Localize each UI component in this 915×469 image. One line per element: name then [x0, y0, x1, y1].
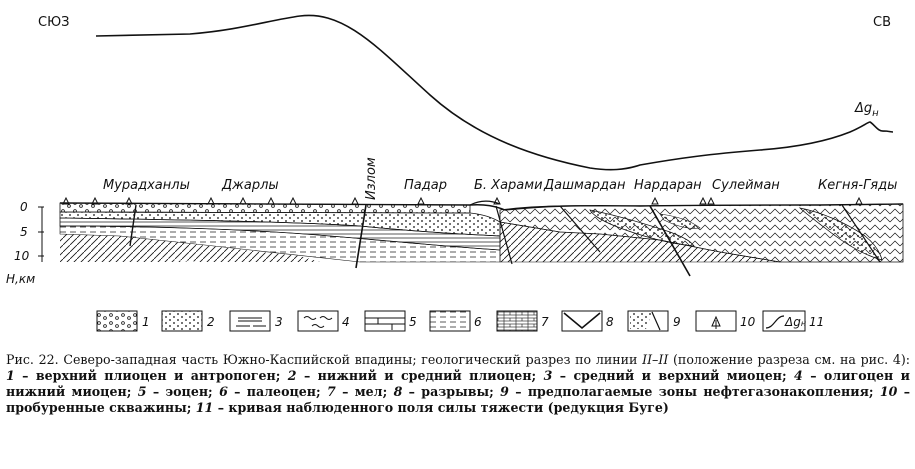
svg-text:10: 10	[740, 315, 756, 329]
gravity-curve	[96, 15, 893, 169]
legend-item-10	[696, 311, 756, 331]
legend-item-9	[628, 311, 681, 331]
depth-tick: 5	[20, 225, 28, 239]
place-labels	[103, 178, 897, 193]
legend-item-8	[562, 311, 614, 331]
svg-text:3: 3	[275, 315, 283, 329]
svg-text:11: 11	[809, 315, 825, 329]
depth-unit: Н,км	[6, 272, 36, 286]
caption-line: II–II	[642, 352, 669, 367]
legend	[97, 311, 824, 331]
place-label: Джарлы	[222, 178, 279, 193]
legend-item-6	[430, 311, 482, 331]
svg-text:8: 8	[606, 315, 614, 329]
caption-items: 1 – верхний плиоцен и антропоген; 2 – нижний и средний плиоцен; 3 – средний и верхний миоцен; 4 – олигоцен и нижний миоцен; 5 – эоцен; 6 – палеоцен; 7 – мел; 8 – разрывы; 9 – предполагаемые зоны нефтегазонакопления; 10 – пробуренные скважины; 11 – кривая наблюденного поля силы тяжести (редукция Буге)	[6, 368, 911, 415]
legend-item-1	[97, 311, 150, 331]
break-label: Излом	[364, 157, 379, 200]
svg-text:4: 4	[342, 315, 350, 329]
svg-text:1: 1	[142, 315, 150, 329]
legend-item-2	[162, 311, 215, 331]
figure-caption	[6, 352, 910, 416]
caption-title: Рис. 22. Северо-западная часть Южно-Каспийской впадины; геологический разрез по линии	[6, 352, 638, 367]
place-label: Кегня-Гяды	[818, 178, 898, 193]
place-label: Дашмардан	[544, 178, 626, 193]
depth-tick: 10	[14, 249, 30, 263]
svg-text:5: 5	[409, 315, 417, 329]
depth-axis	[6, 200, 44, 286]
place-label: Нардаран	[634, 178, 702, 193]
legend-item-5	[365, 311, 417, 331]
direction-left-label: СЮЗ	[38, 15, 70, 30]
legend-item-4	[298, 311, 350, 331]
gravity-label: $\Delta g_н$	[855, 101, 879, 119]
caption-title-tail: (положение разреза см. на рис. 4):	[673, 352, 910, 367]
legend-item-11	[763, 311, 824, 331]
svg-text:6: 6	[474, 315, 482, 329]
geologic-section	[60, 198, 903, 276]
svg-text:2: 2	[207, 315, 215, 329]
legend-gravity-label: Δgн	[785, 315, 807, 329]
place-label: Мурадханлы	[103, 178, 190, 193]
place-label: Сулейман	[712, 178, 780, 193]
depth-tick: 0	[20, 200, 28, 214]
place-label: Б. Харами	[474, 178, 543, 193]
legend-item-7	[497, 311, 549, 331]
place-label: Падар	[404, 178, 447, 193]
legend-item-3	[230, 311, 283, 331]
direction-right-label: СВ	[873, 15, 891, 30]
svg-text:7: 7	[541, 315, 549, 329]
svg-text:9: 9	[673, 315, 681, 329]
